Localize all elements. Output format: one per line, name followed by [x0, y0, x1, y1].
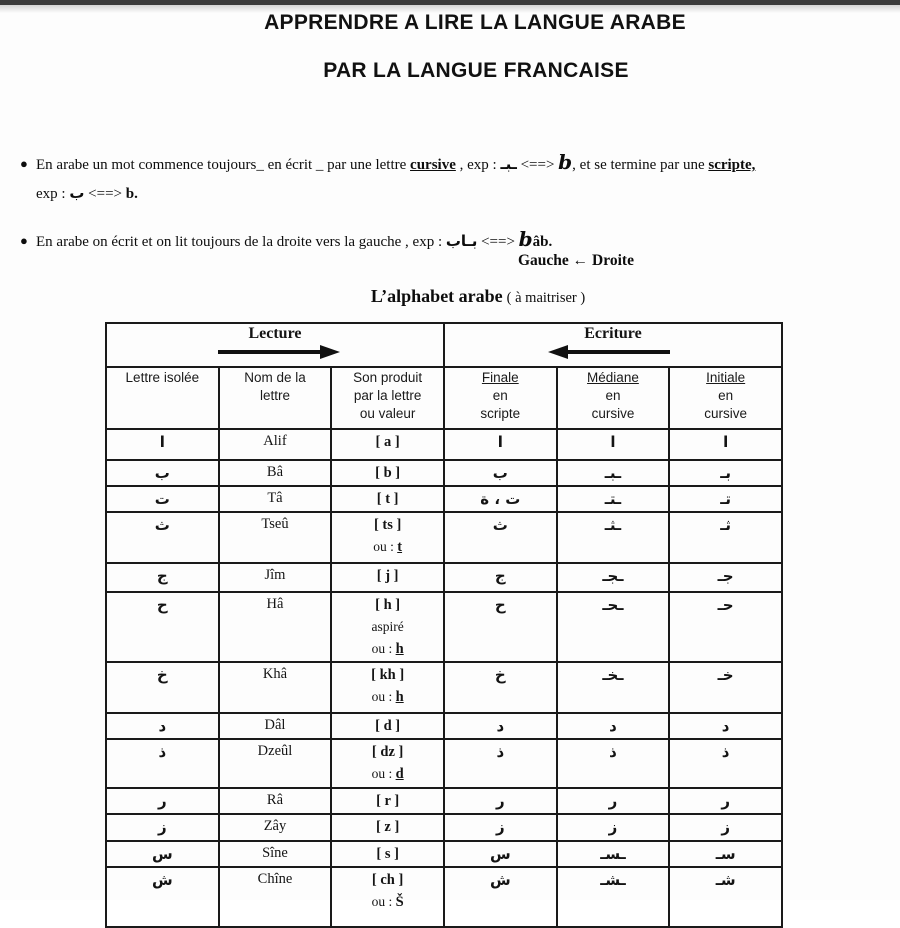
sound-line: [ ch ] — [371, 872, 404, 888]
sound-line: [ s ] — [376, 846, 399, 862]
cell-finale-scripte: ز — [444, 814, 557, 841]
column-header-line: Initiale — [706, 370, 746, 385]
cell-nom-lettre: Dzeûl — [219, 739, 332, 788]
cell-son-produit — [331, 592, 444, 662]
cell-initiale-cursive: ز — [669, 814, 782, 841]
table-row-jîm — [106, 563, 782, 592]
cell-initiale-cursive: ا — [669, 429, 782, 460]
sound-line: ou : h — [371, 641, 404, 657]
cell-nom-lettre: Tseû — [219, 512, 332, 563]
sound-line: [ r ] — [376, 793, 400, 809]
sound-line: [ kh ] — [371, 667, 405, 683]
cell-nom-lettre: Khâ — [219, 662, 332, 713]
cell-lettre-isolee: ذ — [106, 739, 219, 788]
cell-mediane-cursive: ز — [557, 814, 670, 841]
sound-line: [ b ] — [375, 465, 401, 481]
cell-son-produit — [331, 486, 444, 512]
cell-nom-lettre: Zây — [219, 814, 332, 841]
cell-lettre-isolee: ح — [106, 592, 219, 662]
table-row-tseû — [106, 512, 782, 563]
bullet-dot-icon: ● — [20, 156, 28, 171]
arabic-example-text: ب — [69, 184, 85, 202]
sound-line: ou : h — [371, 689, 404, 705]
table-section-header-row — [106, 323, 782, 367]
column-header-line: ou valeur — [359, 406, 416, 421]
lecture-label: Lecture — [248, 325, 302, 342]
sound-line: [ h ] — [375, 597, 401, 613]
sound-line: aspiré — [371, 619, 404, 634]
cell-finale-scripte: ح — [444, 592, 557, 662]
cell-finale-scripte: ر — [444, 788, 557, 814]
bullet-text-line: En arabe un mot commence toujours_ en écrit _ par une lettre cursive , exp : ـبـ <==> b, et se termine par une scripte, — [36, 150, 756, 174]
column-header-line: en — [605, 388, 621, 403]
cell-lettre-isolee: س — [106, 841, 219, 867]
cursive-b-glyph: b — [558, 150, 573, 174]
table-row-khâ — [106, 662, 782, 713]
cell-nom-lettre: Sîne — [219, 841, 332, 867]
column-header-line: Son produit — [353, 370, 423, 385]
cell-mediane-cursive: ـخـ — [557, 662, 670, 713]
cell-lettre-isolee: ج — [106, 563, 219, 592]
cell-mediane-cursive: ـثـ — [557, 512, 670, 563]
table-row-sîne — [106, 841, 782, 867]
column-header-lettre-isolee — [106, 367, 219, 429]
sound-line: ou : t — [373, 539, 403, 555]
cell-finale-scripte: ب — [444, 460, 557, 486]
bullet-item-2 — [20, 227, 885, 256]
cell-initiale-cursive: سـ — [669, 841, 782, 867]
cell-finale-scripte: ذ — [444, 739, 557, 788]
column-header-line: par la lettre — [353, 388, 422, 403]
cell-initiale-cursive: شـ — [669, 867, 782, 927]
cell-lettre-isolee: خ — [106, 662, 219, 713]
bullet-text-line: exp : ب <==> b. — [36, 184, 138, 202]
column-header-line: cursive — [591, 406, 635, 421]
cell-initiale-cursive: حـ — [669, 592, 782, 662]
arrow-right-icon — [210, 345, 340, 359]
cell-lettre-isolee: ب — [106, 460, 219, 486]
ecriture-label: Ecriture — [584, 325, 642, 342]
cell-son-produit — [331, 460, 444, 486]
cell-initiale-cursive: ذ — [669, 739, 782, 788]
table-row-alif — [106, 429, 782, 460]
table-row-tâ — [106, 486, 782, 512]
cell-mediane-cursive: ا — [557, 429, 670, 460]
column-header-mediane-cursive — [557, 367, 670, 429]
cell-lettre-isolee: ت — [106, 486, 219, 512]
table-row-dâl — [106, 713, 782, 739]
cell-finale-scripte: ش — [444, 867, 557, 927]
cell-mediane-cursive: ـبـ — [557, 460, 670, 486]
cell-lettre-isolee: د — [106, 713, 219, 739]
cell-lettre-isolee: ث — [106, 512, 219, 563]
column-header-line: en — [718, 388, 734, 403]
cell-son-produit — [331, 563, 444, 592]
column-header-son-produit — [331, 367, 444, 429]
cursive-b-glyph: b — [518, 227, 533, 251]
table-column-header-row — [106, 367, 782, 429]
arabic-example-text: بـاب — [445, 232, 478, 250]
cell-finale-scripte: د — [444, 713, 557, 739]
sound-line: [ j ] — [376, 568, 399, 584]
cell-son-produit — [331, 713, 444, 739]
cell-initiale-cursive: ر — [669, 788, 782, 814]
cell-son-produit — [331, 841, 444, 867]
cell-son-produit — [331, 814, 444, 841]
sound-line: [ z ] — [375, 819, 400, 835]
cell-son-produit — [331, 662, 444, 713]
cell-nom-lettre: Hâ — [219, 592, 332, 662]
cell-finale-scripte: ا — [444, 429, 557, 460]
cell-mediane-cursive: ـشـ — [557, 867, 670, 927]
cell-lettre-isolee: ر — [106, 788, 219, 814]
cell-son-produit — [331, 512, 444, 563]
sound-line: [ t ] — [376, 491, 399, 507]
cell-finale-scripte: س — [444, 841, 557, 867]
sound-line: [ a ] — [375, 434, 400, 450]
cell-mediane-cursive: ـحـ — [557, 592, 670, 662]
cell-son-produit — [331, 788, 444, 814]
ecriture-section-header — [444, 323, 782, 367]
table-row-dzeûl — [106, 739, 782, 788]
sound-line: [ dz ] — [371, 744, 404, 760]
column-header-line: Médiane — [587, 370, 639, 385]
document-title-line1: APPRENDRE A LIRE LA LANGUE ARABE — [264, 11, 686, 34]
lecture-section-header — [106, 323, 444, 367]
sound-line: [ d ] — [375, 718, 401, 734]
column-header-line: Nom de la — [244, 370, 306, 385]
table-row-zây — [106, 814, 782, 841]
arabic-example-text: ـبـ — [500, 155, 517, 173]
cell-finale-scripte: ج — [444, 563, 557, 592]
document-title-line2: PAR LA LANGUE FRANCAISE — [323, 59, 629, 82]
cell-mediane-cursive: د — [557, 713, 670, 739]
column-header-line: lettre — [259, 388, 290, 403]
cell-lettre-isolee: ش — [106, 867, 219, 927]
bullet-item-1 — [20, 150, 885, 208]
alphabet-title-note: ( à maitriser ) — [506, 290, 586, 306]
cell-nom-lettre: Dâl — [219, 713, 332, 739]
direction-note: Gauche ← Droite — [518, 252, 634, 269]
column-header-line: scripte — [480, 406, 521, 421]
cell-mediane-cursive: ـسـ — [557, 841, 670, 867]
cell-nom-lettre: Bâ — [219, 460, 332, 486]
cell-finale-scripte: خ — [444, 662, 557, 713]
column-header-finale-scripte — [444, 367, 557, 429]
cell-finale-scripte: ت ، ة — [444, 486, 557, 512]
alphabet-section-title — [0, 286, 900, 307]
sound-line: ou : Š — [371, 894, 404, 910]
cell-finale-scripte: ث — [444, 512, 557, 563]
column-header-line: Lettre isolée — [125, 370, 200, 385]
bullet-dot-icon: ● — [20, 233, 28, 248]
cell-mediane-cursive: ذ — [557, 739, 670, 788]
cell-nom-lettre: Alif — [219, 429, 332, 460]
column-header-line: en — [492, 388, 508, 403]
cell-initiale-cursive: جـ — [669, 563, 782, 592]
alphabet-title-main: L’alphabet arabe — [370, 286, 503, 306]
column-header-initiale-cursive — [669, 367, 782, 429]
cell-son-produit — [331, 429, 444, 460]
cell-initiale-cursive: خـ — [669, 662, 782, 713]
cell-nom-lettre: Jîm — [219, 563, 332, 592]
cell-nom-lettre: Tâ — [219, 486, 332, 512]
alphabet-table — [105, 322, 783, 928]
column-header-nom-de-la-lettre — [219, 367, 332, 429]
cell-mediane-cursive: ر — [557, 788, 670, 814]
cell-nom-lettre: Râ — [219, 788, 332, 814]
cell-mediane-cursive: ـتـ — [557, 486, 670, 512]
table-row-chîne — [106, 867, 782, 927]
table-row-râ — [106, 788, 782, 814]
cell-initiale-cursive: د — [669, 713, 782, 739]
cell-initiale-cursive: بـ — [669, 460, 782, 486]
cell-mediane-cursive: ـجـ — [557, 563, 670, 592]
cell-initiale-cursive: تـ — [669, 486, 782, 512]
cell-nom-lettre: Chîne — [219, 867, 332, 927]
table-row-hâ — [106, 592, 782, 662]
sound-line: [ ts ] — [373, 517, 402, 533]
cell-son-produit — [331, 739, 444, 788]
cell-lettre-isolee: ز — [106, 814, 219, 841]
sound-line: ou : d — [371, 766, 404, 782]
arrow-left-icon — [548, 345, 678, 359]
cell-son-produit — [331, 867, 444, 927]
cell-initiale-cursive: ثـ — [669, 512, 782, 563]
table-row-bâ — [106, 460, 782, 486]
column-header-line: Finale — [481, 370, 519, 385]
bullet-text-line: En arabe on écrit et on lit toujours de la droite vers la gauche , exp : بـاب <==> bâb. — [36, 227, 553, 251]
column-header-line: cursive — [704, 406, 748, 421]
cell-lettre-isolee: ا — [106, 429, 219, 460]
intro-bullet-list — [20, 150, 885, 256]
